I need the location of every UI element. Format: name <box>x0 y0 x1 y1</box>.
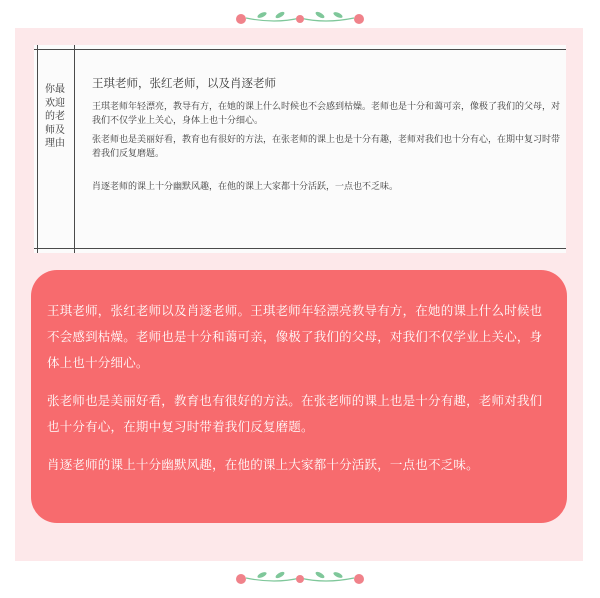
card-paragraph-2: 张老师也是美丽好看，教育也有很好的方法。在张老师的课上也是十分有趣，老师对我们也十分有心，在期中复习时带着我们反复磨题。 <box>47 393 543 434</box>
handwritten-line: 张老师也是美丽好看，教育也有很好的方法，在张老师的课上也是十分有趣，老师对我们也十分有心，在期中复习时带着我们反复磨题。 <box>92 135 561 159</box>
page-frame <box>15 28 583 561</box>
floral-divider-bottom-icon <box>0 568 600 588</box>
card-paragraph-3: 肖逐老师的课上十分幽默风趣，在他的课上大家都十分活跃，一点也不乏味。 <box>47 457 479 472</box>
scanned-form <box>34 45 566 253</box>
handwritten-line: 王琪老师，张红老师，以及肖逐老师 <box>92 76 276 90</box>
form-field-label: 你最欢迎的老师及理由 <box>45 84 65 149</box>
floral-divider-top-icon <box>0 8 600 28</box>
handwritten-line: 肖逐老师的课上十分幽默风趣，在他的课上大家都十分活跃，一点也不乏味。 <box>92 182 399 192</box>
text-card <box>31 270 567 523</box>
handwritten-line: 王琪老师年轻漂亮，教导有方，在她的课上什么时候也不会感到枯燥。老师也是十分和蔼可亲，像极了我们的父母，对我们不仅学业上关心，身体上也十分细心。 <box>92 102 561 126</box>
card-paragraph-1: 王琪老师，张红老师以及肖逐老师。王琪老师年轻漂亮教导有方，在她的课上什么时候也不会感到枯燥。老师也是十分和蔼可亲，像极了我们的父母，对我们不仅学业上关心，身体上也十分细心。 <box>47 303 543 370</box>
